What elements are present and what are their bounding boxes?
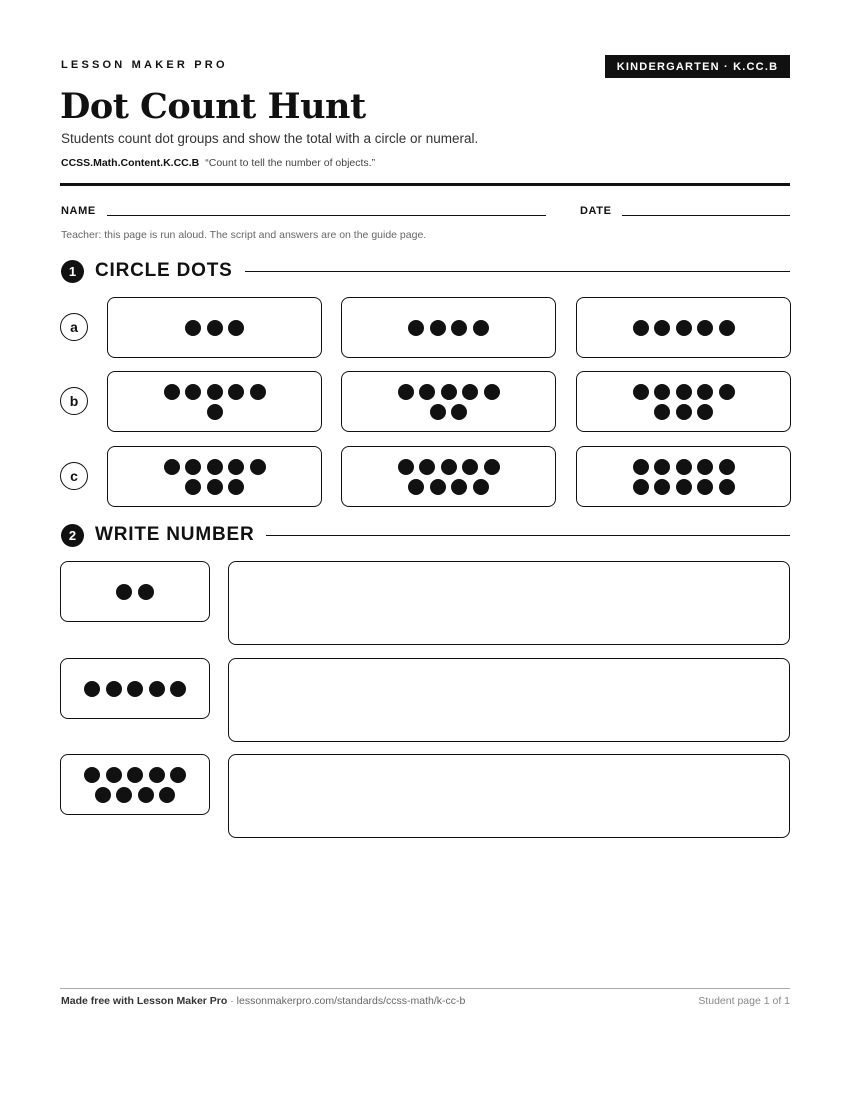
row-letter-a: a: [60, 313, 88, 341]
number-answer-box[interactable]: [228, 658, 790, 742]
dot[interactable]: [228, 479, 244, 495]
dot[interactable]: [138, 787, 154, 803]
dot[interactable]: [185, 384, 201, 400]
dot-group-box: [60, 754, 210, 815]
dot-group-box: [60, 561, 210, 622]
dot-group-box[interactable]: [341, 446, 556, 507]
section-2-rule: [266, 535, 790, 536]
dot-row: [84, 767, 186, 783]
dot[interactable]: [451, 320, 467, 336]
dot[interactable]: [451, 404, 467, 420]
dot[interactable]: [633, 320, 649, 336]
dot-row: [398, 384, 500, 400]
footer-divider: [60, 988, 790, 989]
section-1-rule: [245, 271, 790, 272]
page-title: Dot Count Hunt: [60, 86, 366, 127]
dot[interactable]: [419, 384, 435, 400]
dot[interactable]: [473, 320, 489, 336]
dot-group-box[interactable]: [576, 371, 791, 432]
dot[interactable]: [398, 384, 414, 400]
dot[interactable]: [697, 459, 713, 475]
dot[interactable]: [719, 384, 735, 400]
page-subtitle: Students count dot groups and show the total with a circle or numeral.: [61, 131, 479, 146]
dot-row: [633, 320, 735, 336]
dot-group-box[interactable]: [107, 297, 322, 358]
dot-row: [116, 584, 154, 600]
dot[interactable]: [95, 787, 111, 803]
row-letter-b: b: [60, 387, 88, 415]
dot[interactable]: [633, 459, 649, 475]
dot[interactable]: [654, 404, 670, 420]
dot-row: [185, 479, 244, 495]
dot[interactable]: [170, 681, 186, 697]
dot[interactable]: [676, 384, 692, 400]
dot-row: [207, 404, 223, 420]
dot[interactable]: [697, 404, 713, 420]
dot-row: [185, 320, 244, 336]
dot-row: [408, 320, 489, 336]
dot[interactable]: [654, 384, 670, 400]
dot[interactable]: [149, 681, 165, 697]
dot[interactable]: [451, 479, 467, 495]
dot[interactable]: [419, 459, 435, 475]
dot[interactable]: [170, 767, 186, 783]
dot[interactable]: [127, 767, 143, 783]
dot[interactable]: [430, 479, 446, 495]
dot-row: [430, 404, 468, 420]
dot[interactable]: [159, 787, 175, 803]
dot[interactable]: [633, 384, 649, 400]
standard-code: CCSS.Math.Content.K.CC.B: [61, 157, 200, 169]
date-label: DATE: [580, 205, 612, 217]
dot-row: [654, 404, 713, 420]
dot[interactable]: [697, 384, 713, 400]
dot-group-box[interactable]: [107, 371, 322, 432]
dot-group-box[interactable]: [341, 371, 556, 432]
date-field[interactable]: [622, 215, 790, 216]
dot[interactable]: [164, 459, 180, 475]
dot-row: [164, 459, 266, 475]
standard-line: [61, 157, 375, 169]
dot[interactable]: [207, 404, 223, 420]
dot-row: [398, 459, 500, 475]
dot[interactable]: [654, 459, 670, 475]
dot[interactable]: [164, 384, 180, 400]
footer-credit: [61, 995, 465, 1007]
section-1-title: CIRCLE DOTS: [95, 260, 233, 281]
teacher-note: Teacher: this page is run aloud. The script and answers are on the guide page.: [61, 229, 427, 241]
dot-row: [633, 459, 735, 475]
dot[interactable]: [207, 459, 223, 475]
footer-url: · lessonmakerpro.com/standards/ccss-math/k-cc-b: [227, 995, 466, 1007]
dot-row: [95, 787, 176, 803]
grade-badge: KINDERGARTEN · K.CC.B: [605, 55, 790, 78]
dot[interactable]: [697, 320, 713, 336]
dot[interactable]: [676, 459, 692, 475]
section-2-title: WRITE NUMBER: [95, 524, 255, 545]
dot[interactable]: [473, 479, 489, 495]
dot[interactable]: [430, 320, 446, 336]
dot-row: [164, 384, 266, 400]
dot[interactable]: [676, 479, 692, 495]
dot[interactable]: [484, 459, 500, 475]
dot-group-box: [60, 658, 210, 719]
section-1-number: 1: [61, 260, 84, 283]
dot[interactable]: [250, 384, 266, 400]
dot[interactable]: [654, 479, 670, 495]
footer-made-with: Made free with Lesson Maker Pro: [61, 995, 228, 1007]
dot[interactable]: [408, 320, 424, 336]
dot[interactable]: [462, 459, 478, 475]
dot[interactable]: [719, 320, 735, 336]
dot[interactable]: [697, 479, 713, 495]
dot[interactable]: [185, 479, 201, 495]
dot-group-box[interactable]: [341, 297, 556, 358]
dot[interactable]: [441, 384, 457, 400]
dot[interactable]: [138, 584, 154, 600]
dot[interactable]: [149, 767, 165, 783]
dot[interactable]: [633, 479, 649, 495]
dot[interactable]: [441, 459, 457, 475]
dot-group-box[interactable]: [107, 446, 322, 507]
dot[interactable]: [185, 459, 201, 475]
dot[interactable]: [430, 404, 446, 420]
header-divider: [60, 183, 790, 186]
dot[interactable]: [207, 479, 223, 495]
dot[interactable]: [228, 320, 244, 336]
dot[interactable]: [719, 459, 735, 475]
dot[interactable]: [408, 479, 424, 495]
dot-row: [408, 479, 489, 495]
dot[interactable]: [116, 787, 132, 803]
standard-quote: “Count to tell the number of objects.”: [205, 157, 376, 169]
dot[interactable]: [84, 681, 100, 697]
dot[interactable]: [676, 404, 692, 420]
dot-row: [84, 681, 186, 697]
name-label: NAME: [61, 205, 96, 217]
name-field[interactable]: [107, 215, 546, 216]
dot-group-box[interactable]: [576, 297, 791, 358]
number-answer-box[interactable]: [228, 561, 790, 645]
dot[interactable]: [127, 681, 143, 697]
dot[interactable]: [228, 459, 244, 475]
dot[interactable]: [84, 767, 100, 783]
dot-group-box[interactable]: [576, 446, 791, 507]
dot[interactable]: [719, 479, 735, 495]
dot[interactable]: [484, 384, 500, 400]
number-answer-box[interactable]: [228, 754, 790, 838]
dot[interactable]: [106, 767, 122, 783]
dot-row: [633, 479, 735, 495]
dot[interactable]: [207, 320, 223, 336]
dot-row: [633, 384, 735, 400]
dot[interactable]: [676, 320, 692, 336]
dot[interactable]: [106, 681, 122, 697]
brand-name: LESSON MAKER PRO: [61, 59, 228, 71]
dot[interactable]: [250, 459, 266, 475]
section-2-number: 2: [61, 524, 84, 547]
dot[interactable]: [462, 384, 478, 400]
footer-page-number: Student page 1 of 1: [698, 995, 790, 1007]
dot[interactable]: [116, 584, 132, 600]
section-2-header: [61, 523, 790, 547]
dot[interactable]: [207, 384, 223, 400]
dot[interactable]: [185, 320, 201, 336]
dot[interactable]: [654, 320, 670, 336]
row-letter-c: c: [60, 462, 88, 490]
section-1-header: [61, 259, 790, 283]
dot[interactable]: [228, 384, 244, 400]
dot[interactable]: [398, 459, 414, 475]
